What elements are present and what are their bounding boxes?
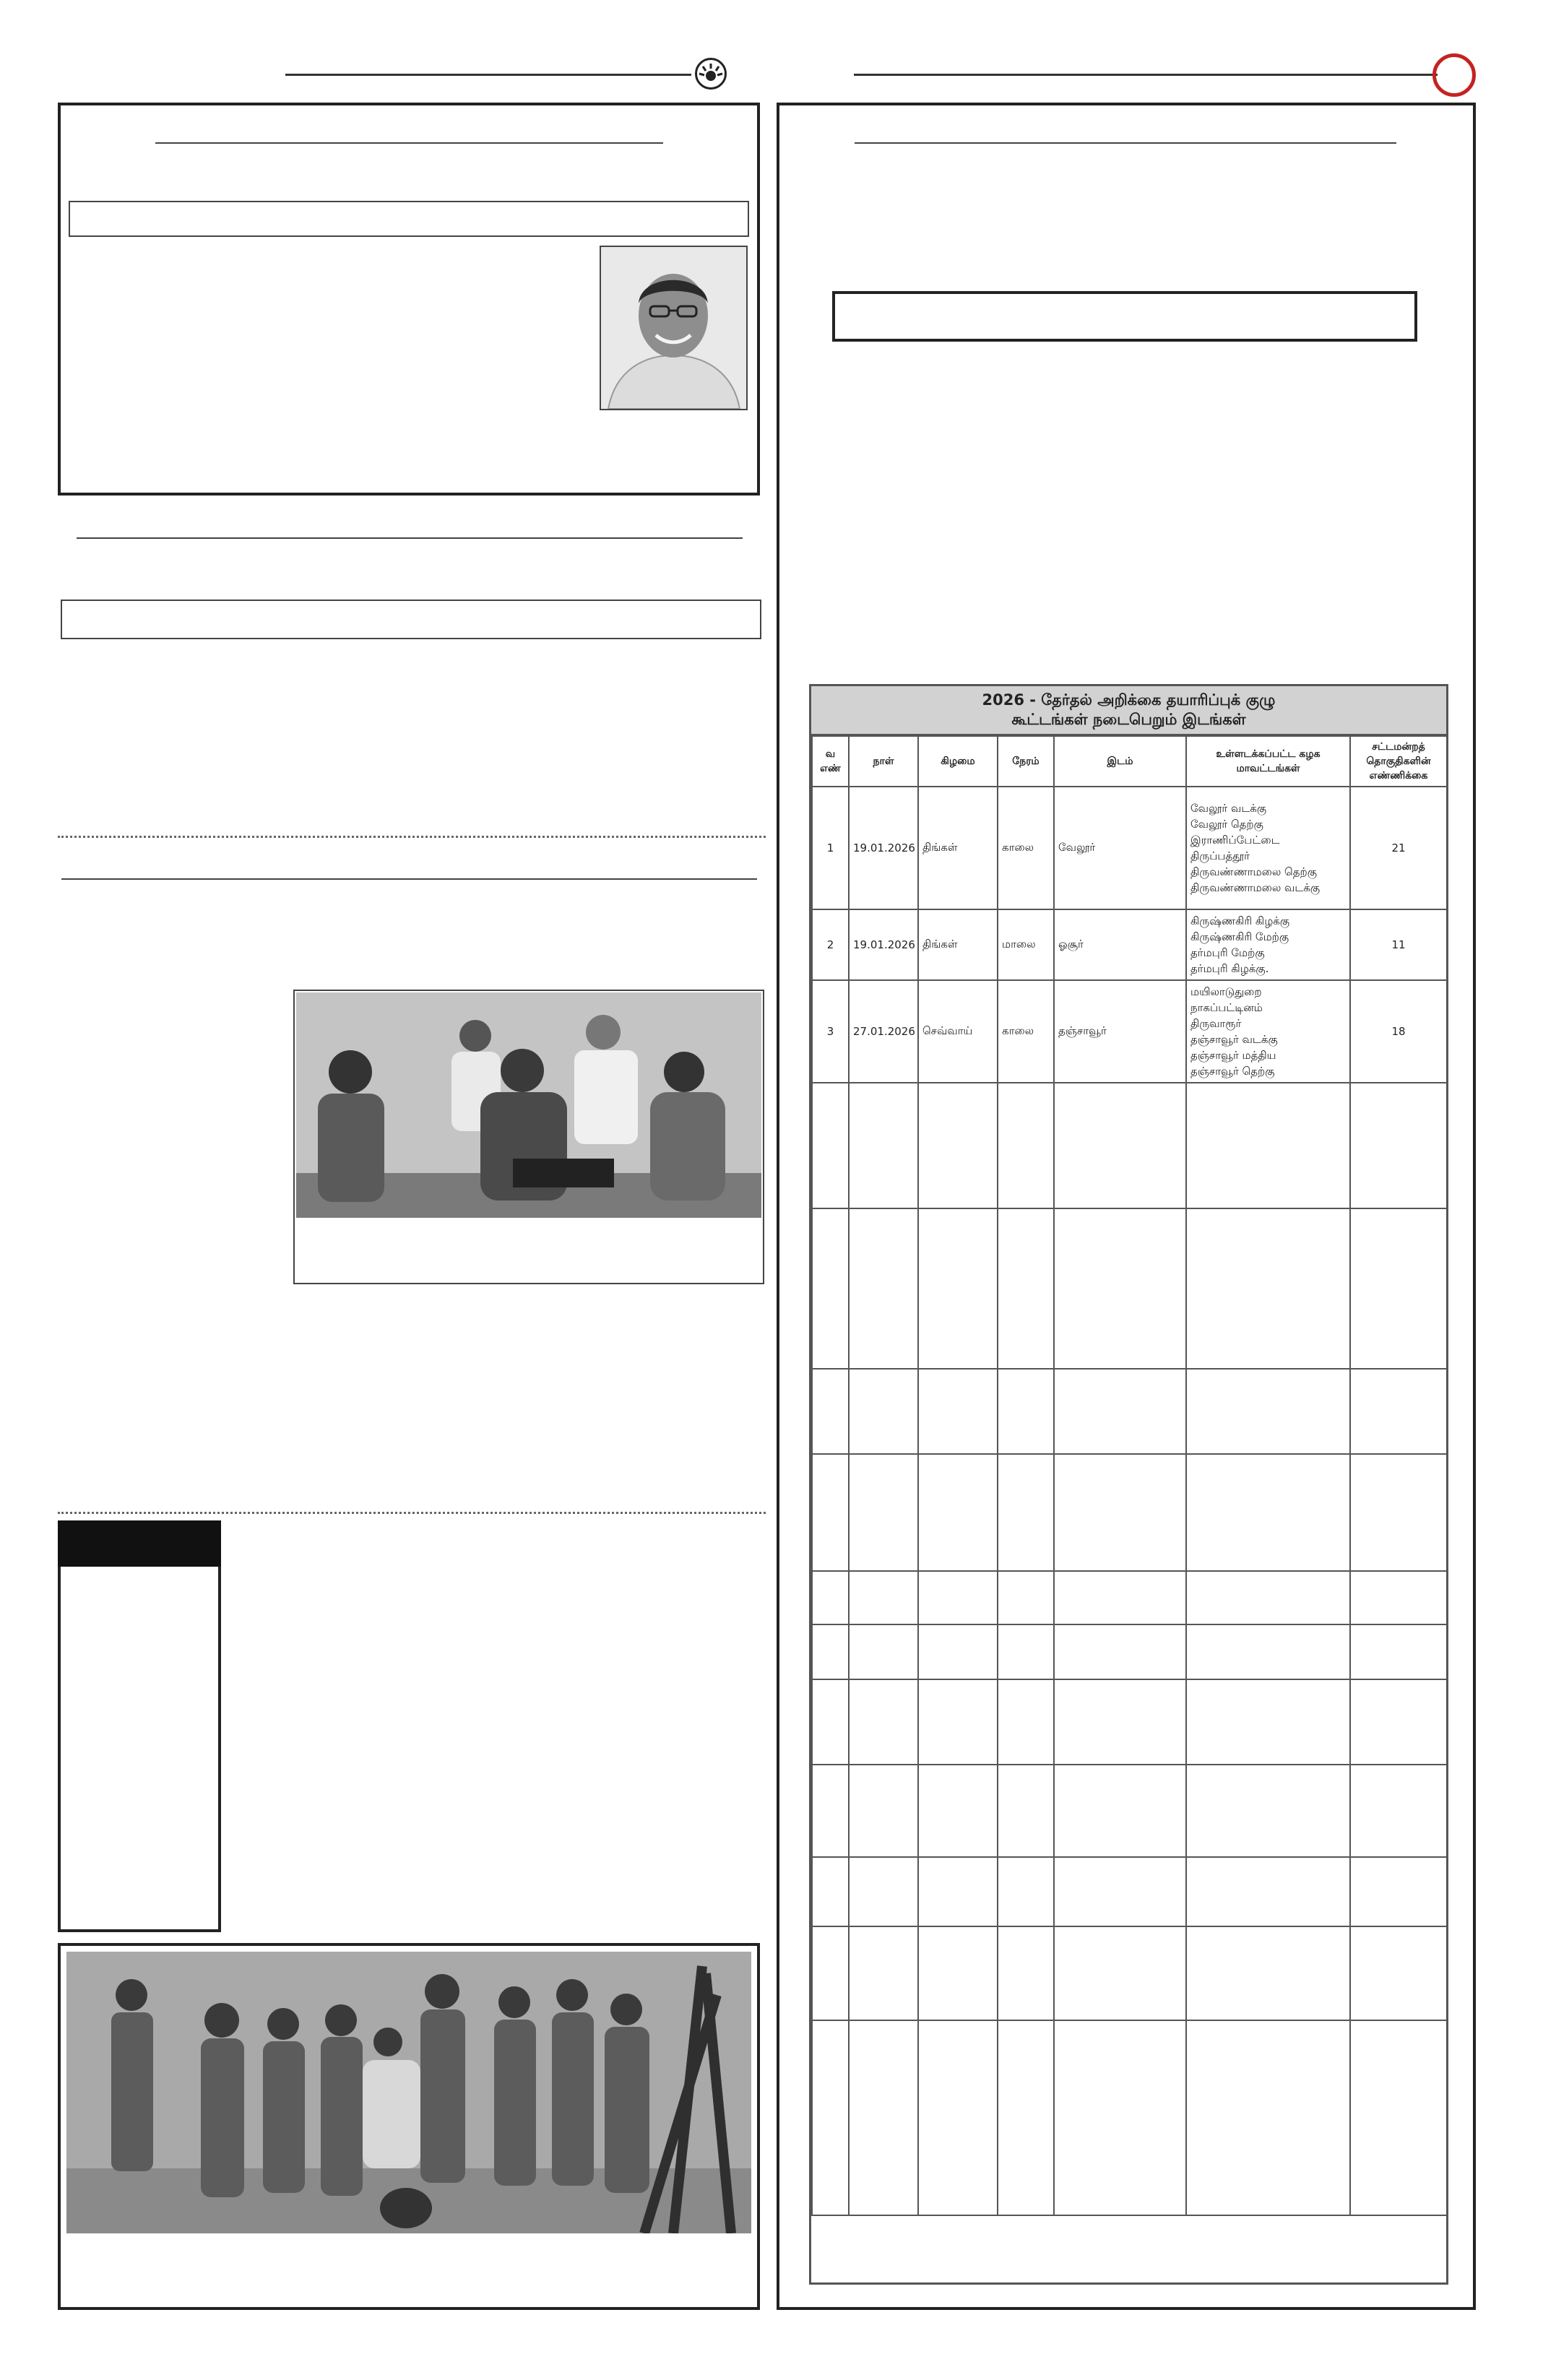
empty-row xyxy=(812,1624,1447,1679)
schedule-grid xyxy=(811,735,1448,2216)
header-time: நேரம் xyxy=(998,736,1054,787)
row-place: வேலூர் xyxy=(1054,787,1186,909)
table-row xyxy=(812,980,1447,1083)
district-item: கிருஷ்ணகிரி மேற்கு xyxy=(1190,930,1289,943)
sidebar-heading-band xyxy=(58,1520,221,1567)
press-meet-scene xyxy=(296,992,761,1218)
portrait-figure xyxy=(601,247,746,409)
article-subheading-box xyxy=(69,201,749,237)
row-time: மாலை xyxy=(998,909,1054,980)
schedule-title-line2: கூட்டங்கள் நடைபெறும் இடங்கள் xyxy=(1011,711,1246,728)
section-divider-1 xyxy=(58,836,766,838)
district-item: திருப்பத்தூர் xyxy=(1190,849,1250,862)
rising-sun-icon xyxy=(697,60,725,87)
district-item: நாகப்பட்டினம் xyxy=(1190,1001,1263,1014)
empty-row xyxy=(812,1926,1447,2020)
third-article-rule xyxy=(61,878,757,880)
row-seats: 21 xyxy=(1350,787,1447,909)
district-item: தஞ்சாவூர் தெற்கு xyxy=(1190,1065,1275,1078)
article-headline-rule xyxy=(155,142,663,144)
row-serial: 2 xyxy=(812,909,849,980)
press-meet-photo xyxy=(296,992,761,1218)
row-districts xyxy=(1186,980,1350,1083)
district-item: மயிலாடுதுறை xyxy=(1190,985,1262,998)
row-place: ஓசூர் xyxy=(1054,909,1186,980)
party-emblem xyxy=(695,58,727,90)
schedule-header-row xyxy=(812,736,1447,787)
row-serial: 3 xyxy=(812,980,849,1083)
row-date: 19.01.2026 xyxy=(849,787,918,909)
district-item: தஞ்சாவூர் வடக்கு xyxy=(1190,1033,1278,1046)
right-subheading-box xyxy=(832,291,1417,342)
district-item: தஞ்சாவூர் மத்திய xyxy=(1190,1049,1276,1062)
header-seats: சட்டமன்றத் தொகுதிகளின் எண்ணிக்கை xyxy=(1350,736,1447,787)
row-seats: 18 xyxy=(1350,980,1447,1083)
header-rule-right xyxy=(854,74,1438,76)
district-item: திருவாரூர் xyxy=(1190,1017,1242,1030)
empty-row xyxy=(812,1454,1447,1571)
district-item: வேலூர் தெற்கு xyxy=(1190,818,1263,831)
row-day: செவ்வாய் xyxy=(918,980,998,1083)
header-rule-left xyxy=(285,74,691,76)
header-serial: வ எண் xyxy=(812,736,849,787)
empty-row xyxy=(812,1083,1447,1208)
row-place: தஞ்சாவூர் xyxy=(1054,980,1186,1083)
table-row xyxy=(812,909,1447,980)
row-time: காலை xyxy=(998,787,1054,909)
sidebar-box xyxy=(58,1520,221,1932)
district-item: இராணிப்பேட்டை xyxy=(1190,834,1280,847)
district-item: தர்மபுரி கிழக்கு. xyxy=(1190,962,1269,975)
row-date: 27.01.2026 xyxy=(849,980,918,1083)
schedule-title xyxy=(811,686,1446,735)
row-date: 19.01.2026 xyxy=(849,909,918,980)
page-number-badge xyxy=(1432,53,1476,97)
second-article-rule xyxy=(77,537,743,539)
second-article-subheading-box xyxy=(61,600,761,639)
district-item: திருவண்ணாமலை தெற்கு xyxy=(1190,865,1317,878)
empty-row xyxy=(812,2020,1447,2215)
pongal-celebration-photo xyxy=(66,1952,751,2233)
row-serial: 1 xyxy=(812,787,849,909)
right-headline-rule xyxy=(855,142,1396,144)
row-districts xyxy=(1186,787,1350,909)
empty-row xyxy=(812,1765,1447,1857)
leader-portrait xyxy=(600,246,748,410)
section-divider-2 xyxy=(58,1512,766,1514)
row-time: காலை xyxy=(998,980,1054,1083)
table-row xyxy=(812,787,1447,909)
empty-row xyxy=(812,1369,1447,1454)
empty-row xyxy=(812,1857,1447,1926)
header-day: கிழமை xyxy=(918,736,998,787)
row-day: திங்கள் xyxy=(918,909,998,980)
district-item: கிருஷ்ணகிரி கிழக்கு xyxy=(1190,914,1290,927)
header-districts: உள்ளடக்கப்பட்ட கழக மாவட்டங்கள் xyxy=(1186,736,1350,787)
row-seats: 11 xyxy=(1350,909,1447,980)
district-item: வேலூர் வடக்கு xyxy=(1190,802,1267,815)
empty-row xyxy=(812,1208,1447,1369)
empty-row xyxy=(812,1571,1447,1624)
pongal-scene xyxy=(66,1952,751,2233)
district-item: தர்மபுரி மேற்கு xyxy=(1190,946,1265,959)
row-day: திங்கள் xyxy=(918,787,998,909)
header-date: நாள் xyxy=(849,736,918,787)
header-place: இடம் xyxy=(1054,736,1186,787)
meeting-schedule-table xyxy=(809,684,1448,2285)
row-districts xyxy=(1186,909,1350,980)
schedule-title-line1: 2026 - தேர்தல் அறிக்கை தயாரிப்புக் குழு xyxy=(982,691,1276,709)
empty-row xyxy=(812,1679,1447,1765)
district-item: திருவண்ணாமலை வடக்கு xyxy=(1190,881,1321,894)
